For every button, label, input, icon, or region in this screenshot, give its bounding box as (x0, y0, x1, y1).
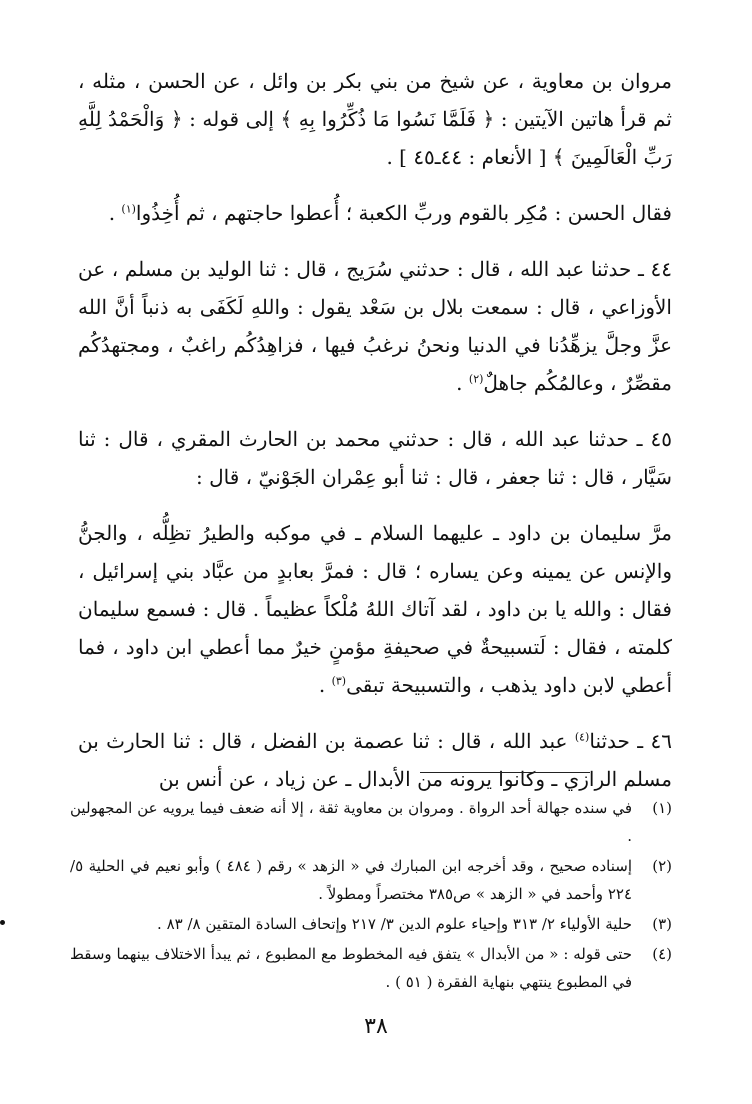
footnotes (70, 794, 672, 998)
main-text (78, 62, 672, 798)
footnote-1-number: (١) (652, 799, 672, 817)
footnote-ref-4[interactable]: (٤) (574, 730, 590, 744)
paragraph-45-matn-end: . (318, 673, 332, 697)
paragraph-46 (78, 722, 672, 798)
footnote-ref-3[interactable]: (٣) (331, 674, 347, 688)
footnote-4-text: حتى قوله : « من الأبدال » يتفق فيه المخطوط مع المطبوع ، ثم يبدأ الاختلاف بينهما وسقط في المطبوع ينتهي بنهاية الفقرة ( ٥١ ) . (70, 945, 632, 991)
footnote-2 (70, 852, 672, 908)
paragraph-45-isnad-text: ٤٥ ـ حدثنا عبد الله ، قال : حدثني محمد بن الحارث المقري ، قال : ثنا سَيَّار ، قال : ثنا جعفر ، قال : ثنا أبو عِمْران الجَوْنيّ ، قال : (78, 427, 672, 489)
footnote-separator (420, 772, 590, 773)
footnote-4-number: (٤) (652, 945, 672, 963)
paragraph-44-end: . (456, 371, 469, 395)
paragraph-1 (78, 62, 672, 176)
paragraph-46-start: ٤٦ ـ حدثنا (589, 729, 672, 753)
footnote-ref-1[interactable]: (١) (121, 202, 136, 216)
paragraph-44 (78, 250, 672, 402)
footnote-4 (70, 940, 672, 996)
paragraph-45-matn-text: مرَّ سليمان بن داود ـ عليهما السلام ـ في موكبه والطيرُ تظِلُّه ، والجنُّ والإنس عن يمينه وعن يساره ؛ قال : فمرَّ بعابدٍ من عبَّاد بني إسرائيل ، فقال : والله يا بن داود ، لقد آتاك اللهُ مُلْكاً عظيماً . قال : فسمع سليمان كلمته ، فقال : لَتسبيحةٌ في صحيفةِ مؤمنٍ خيرٌ مما أعطي ابن داود ، فما أعطي لابن داود يذهب ، والتسبيحة تبقى (78, 521, 672, 697)
paragraph-45-matn (78, 514, 672, 704)
footnote-2-number: (٢) (652, 857, 672, 875)
footnote-ref-2[interactable]: (٢) (468, 372, 484, 386)
footnote-1-text: في سنده جهالة أحد الرواة . ومروان بن معاوية ثقة ، إلا أنه ضعف فيما يرويه عن المجهولين . (70, 799, 632, 845)
footnote-3-number: (٣) (652, 915, 672, 933)
paragraph-45-isnad (78, 420, 672, 496)
page-number: ٣٨ (364, 1014, 388, 1039)
footnote-3 (70, 910, 672, 938)
paragraph-2-end: . (108, 201, 122, 225)
footnote-1 (70, 794, 672, 850)
footnote-3-text: حلية الأولياء ٢/ ٣١٣ وإحياء علوم الدين ٣/ ٢١٧ وإتحاف السادة المتقين ٨/ ٨٣ . (157, 915, 632, 933)
margin-mark (0, 920, 5, 925)
paragraph-2-text: فقال الحسن : مُكِر بالقوم وربِّ الكعبة ؛ أُعطوا حاجتهم ، ثم أُخِذُوا (135, 201, 672, 225)
footnote-2-text: إسناده صحيح ، وقد أخرجه ابن المبارك في « الزهد » رقم ( ٤٨٤ ) وأبو نعيم في الحلية ٥/ ٢٢٤ وأحمد في « الزهد » ص٣٨٥ مختصراً ومطولاً . (70, 857, 633, 903)
paragraph-46-text: عبد الله ، قال : ثنا عصمة بن الفضل ، قال : ثنا الحارث بن مسلم الرازي ـ وكانوا يرونه من الأبدال ـ عن زياد ، عن أنس بن (78, 729, 672, 791)
paragraph-44-text: ٤٤ ـ حدثنا عبد الله ، قال : حدثني سُرَيج ، قال : ثنا الوليد بن مسلم ، عن الأوزاعي ، قال : سمعت بلال بن سَعْد يقول : واللهِ لَكَفَى به ذنباً أنَّ الله عزَّ وجلَّ يزهِّدُنا في الدنيا ونحنُ نرغبُ فيها ، فزاهِدُكُم راغبٌ ، ومجتهدُكُم مقصِّرٌ ، وعالمُكُم جاهلٌ (78, 257, 672, 395)
paragraph-2 (78, 194, 672, 232)
paragraph-1-text: مروان بن معاوية ، عن شيخ من بني بكر بن وائل ، عن الحسن ، مثله ، ثم قرأ هاتين الآيتين : ﴿ فَلَمَّا نَسُوا مَا ذُكِّرُوا بِهِ ﴾ إلى قوله : ﴿ وَالْحَمْدُ لِلَّهِ رَبِّ الْعَالَمِينَ ﴾ [ الأنعام : ٤٤ـ٤٥ ] . (78, 69, 672, 169)
